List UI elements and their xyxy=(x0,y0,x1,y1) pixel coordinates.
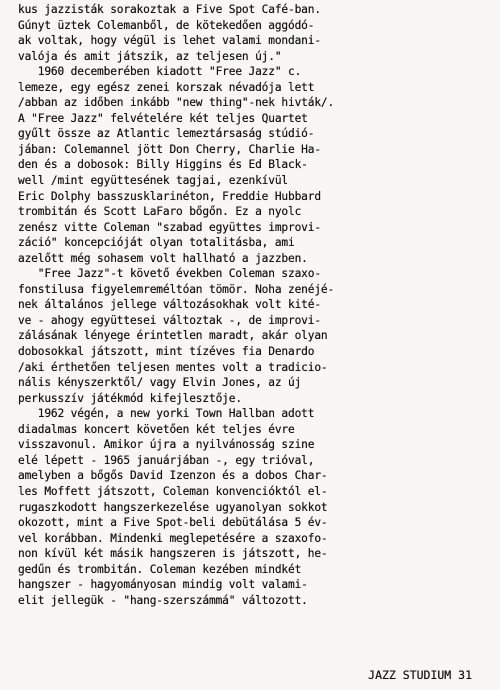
text-line: ak voltak, hogy végül is lehet valami mondani- xyxy=(18,34,321,48)
page-footer: JAZZ STUDIUM 31 xyxy=(368,668,472,682)
text-line: nek általános jellege változásokhak volt kité- xyxy=(18,298,321,312)
text-line: dobosokkal játszott, mint tízéves fia Denardo xyxy=(18,345,315,359)
text-line: /abban az időben inkább "new thing"-nek hivták/. xyxy=(18,96,335,110)
text-line: záció" koncepcióját olyan totalitásba, ami xyxy=(18,236,295,250)
text-line: perkusszív játékmód kifejlesztője. xyxy=(18,391,242,405)
text-line: den és a dobosok: Billy Higgins és Ed Black- xyxy=(18,158,308,172)
text-line: okozott, mint a Five Spot-beli debütálása 5 év- xyxy=(18,516,328,530)
text-line: valója és amit játszik, az teljesen új." xyxy=(18,49,282,63)
text-line: visszavonul. Amikor újra a nyilvánosság szine xyxy=(18,438,315,452)
text-line: nális kényszerktől/ vagy Elvin Jones, az új xyxy=(18,376,302,390)
text-line: Eric Dolphy basszusklarinéton, Freddie Hubbard xyxy=(18,189,321,203)
text-line: jában: Colemannel jött Don Cherry, Charlie Ha- xyxy=(18,142,321,156)
text-line: les Moffett játszott, Coleman konvencióktól el- xyxy=(18,484,328,498)
text-line: fonstilusa figyelemreméltóan tömör. Noha zenéjé- xyxy=(18,282,335,296)
text-line: gyűlt össze az Atlantic lemeztársaság stúdió- xyxy=(18,127,315,141)
text-line: rugaszkodott hangszerkezelése ugyanolyan sokkot xyxy=(18,500,328,514)
text-line: kus jazzisták sorakoztak a Five Spot Café-ban. xyxy=(18,3,321,16)
text-line: A "Free Jazz" felvételére két teljes Quartet xyxy=(18,111,308,125)
text-line: well /mint együttesének tagjai, ezenkívül xyxy=(18,174,289,188)
article-text xyxy=(18,2,488,608)
text-line: zálásának lényege érintetlen maradt, akár olyan xyxy=(18,329,328,343)
text-line: zenész vitte Coleman "szabad együttes improvi- xyxy=(18,220,321,234)
text-line: elit jellegük - "hang-szerszámmá" változott. xyxy=(18,593,308,607)
text-line: vel korábban. Mindenki meglepetésére a szaxofo- xyxy=(18,531,328,545)
text-line: 1962 végén, a new yorki Town Hallban adott xyxy=(18,407,315,421)
text-line: hangszer - hagyományosan mindig volt valami- xyxy=(18,578,308,592)
text-line: elé lépett - 1965 januárjában -, egy trióval, xyxy=(18,453,315,467)
text-line: trombitán és Scott LaFaro bőgőn. Ez a nyolc xyxy=(18,205,302,219)
text-line: ve - ahogy együttesei változtak -, de improvi- xyxy=(18,313,321,327)
text-line: gedűn és trombitán. Coleman kezében mindkét xyxy=(18,562,302,576)
text-line: diadalmas koncert követően két teljes évre xyxy=(18,422,295,436)
text-line: Gúnyt üztek Colemanből, de kötekedően aggódó- xyxy=(18,18,315,32)
text-line: /aki érthetően teljesen mentes volt a tradicio- xyxy=(18,360,328,374)
text-line: lemeze, egy egész zenei korszak névadója lett xyxy=(18,80,315,94)
text-line: amelyben a bőgős David Izenzon és a dobos Char- xyxy=(18,469,328,483)
text-line: non kívül két másik hangszeren is játszott, he- xyxy=(18,547,328,561)
text-line: azelőtt még sohasem volt hallható a jazzben. xyxy=(18,251,308,265)
text-line: "Free Jazz"-t követő években Coleman szaxo- xyxy=(18,267,321,281)
text-line: 1960 decemberében kiadott "Free Jazz" c. xyxy=(18,65,302,79)
